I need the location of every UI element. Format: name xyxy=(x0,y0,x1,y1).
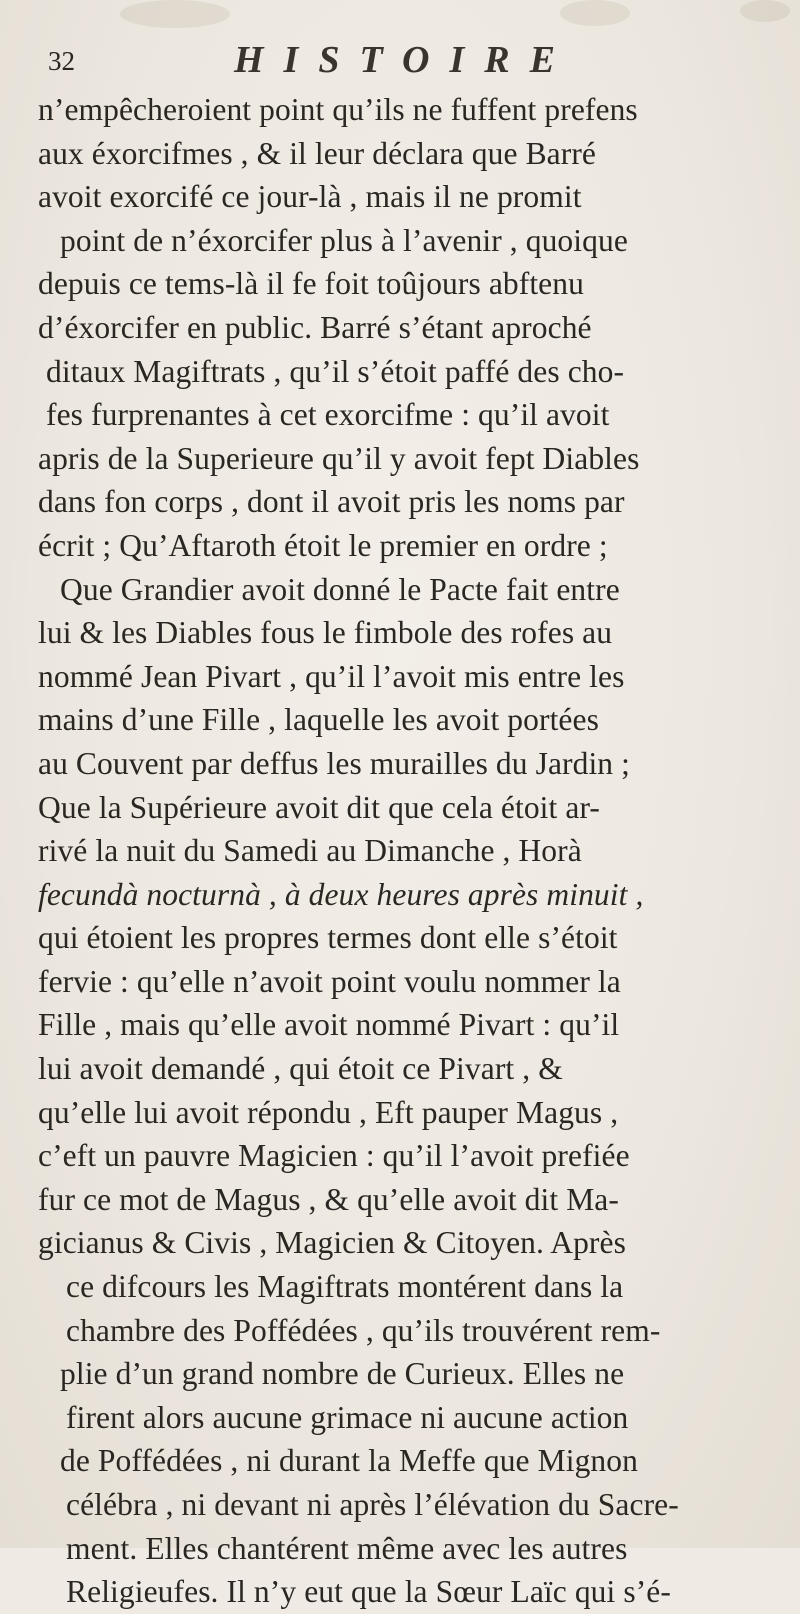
page-stain xyxy=(560,0,630,26)
text-line: lui avoit demandé , qui étoit ce Pivart , & xyxy=(38,1051,563,1087)
page-stain xyxy=(740,0,790,22)
text-line: qui étoient les propres termes dont elle s’étoit xyxy=(38,920,618,956)
text-line: nommé Jean Pivart , qu’il l’avoit mis entre les xyxy=(38,658,625,694)
text-line: plie d’un grand nombre de Curieux. Elles ne xyxy=(60,1356,625,1392)
running-head xyxy=(48,38,688,82)
text-line: mains d’une Fille , laquelle les avoit portées xyxy=(38,702,599,738)
page-stain xyxy=(120,0,230,28)
text-line: célébra , ni devant ni après l’élévation du Sacre- xyxy=(66,1487,679,1522)
text-line: fes furprenantes à cet exorcifme : qu’il avoit xyxy=(46,397,610,433)
text-line: ment. Elles chantérent même avec les autres xyxy=(66,1530,628,1566)
page-number: 32 xyxy=(48,46,75,76)
text-line: avoit exorcifé ce jour-là , mais il ne promit xyxy=(38,179,582,215)
text-line: firent alors aucune grimace ni aucune action xyxy=(66,1399,629,1435)
text-line: fur ce mot de Magus , & qu’elle avoit dit Ma- xyxy=(38,1181,619,1217)
text-line: qu’elle lui avoit répondu , Eft pauper Magus , xyxy=(38,1094,619,1130)
running-title: HISTOIRE xyxy=(234,39,575,81)
text-line: chambre des Poffédées , qu’ils trouvérent rem- xyxy=(66,1312,661,1348)
text-line: lui & les Diables fous le fimbole des rofes au xyxy=(38,615,613,651)
text-line: aux éxorcifmes , & il leur déclara que Barré xyxy=(38,135,597,171)
text-line: c’eft un pauvre Magicien : qu’il l’avoit prefiée xyxy=(38,1138,630,1174)
text-line: fervie : qu’elle n’avoit point voulu nommer la xyxy=(38,963,621,999)
text-line: ditaux Magiftrats , qu’il s’étoit paffé des cho- xyxy=(46,353,625,389)
text-line: depuis ce tems-là il fe foit toûjours abftenu xyxy=(38,266,584,302)
text-line: apris de la Superieure qu’il y avoit fept Diables xyxy=(38,440,640,476)
text-line: Que la Supérieure avoit dit que cela étoit ar- xyxy=(38,789,600,825)
text-line: Fille , mais qu’elle avoit nommé Pivart : qu’il xyxy=(38,1007,620,1043)
text-line: point de n’éxorcifer plus à l’avenir , quoique xyxy=(60,222,628,258)
text-line: gicianus & Civis , Magicien & Citoyen. Après xyxy=(38,1225,626,1261)
text-line: fecundà nocturnà , à deux heures après minuit , xyxy=(38,876,644,912)
text-line: d’éxorcifer en public. Barré s’étant aproché xyxy=(38,309,592,345)
text-line: rivé la nuit du Samedi au Dimanche , Horà xyxy=(38,833,582,869)
text-line: Que Grandier avoit donné le Pacte fait entre xyxy=(60,571,620,607)
text-line: n’empêcheroient point qu’ils ne fuffent prefens xyxy=(38,92,638,127)
text-line: de Poffédées , ni durant la Meffe que Mignon xyxy=(60,1443,638,1479)
text-line: au Couvent par deffus les murailles du Jardin ; xyxy=(38,745,630,781)
text-line: Religieufes. Il n’y eut que la Sœur Laïc qui s’é- xyxy=(66,1574,671,1610)
text-line: ce difcours les Magiftrats montérent dans la xyxy=(66,1269,624,1305)
text-line: dans fon corps , dont il avoit pris les noms par xyxy=(38,484,625,520)
text-line: écrit ; Qu’Aftaroth étoit le premier en ordre ; xyxy=(38,527,608,563)
body-text xyxy=(38,88,798,1614)
